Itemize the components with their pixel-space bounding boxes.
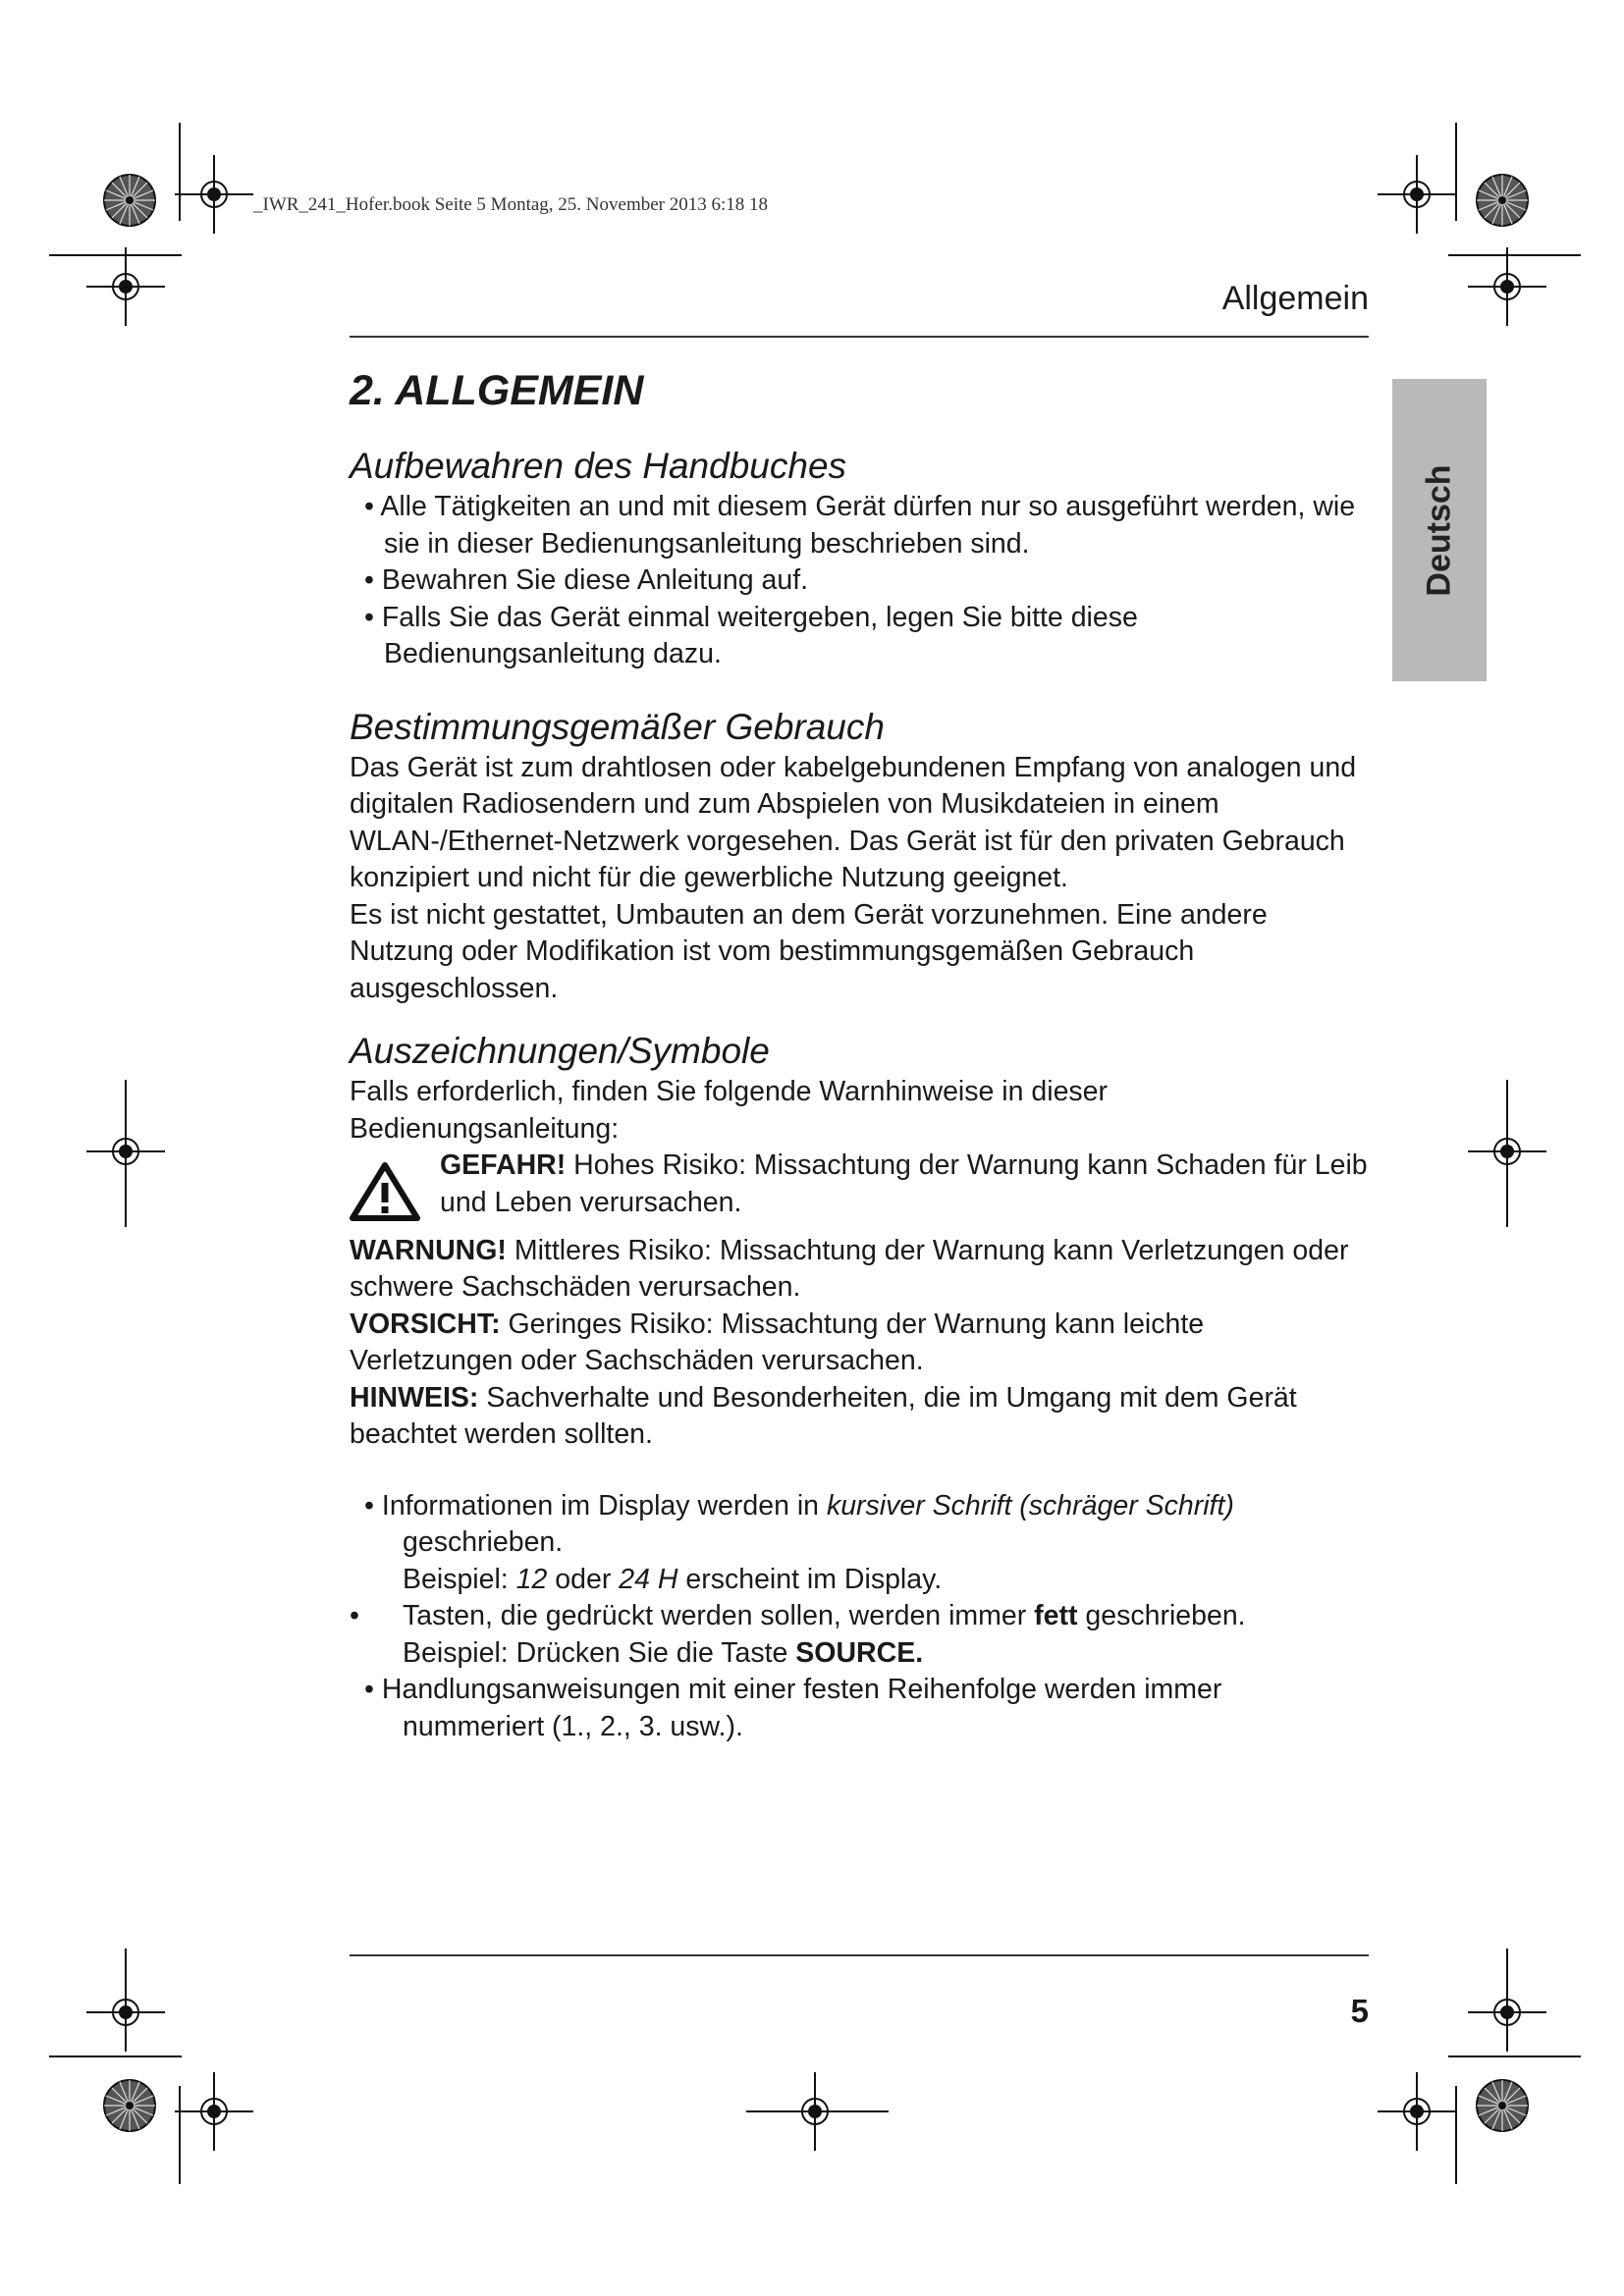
print-color-wheel-icon (104, 2080, 155, 2131)
warning-notice (350, 1233, 1371, 1307)
example-italic-text: 12 (515, 1563, 548, 1595)
list-item-continuation: nummeriert (1., 2., 3. usw.). (403, 1710, 743, 1742)
symbols-intro: Falls erforderlich, finden Sie folgende Warnhinweise in dieser Bedienungsanleitung: (350, 1076, 1109, 1145)
page-content (350, 363, 1371, 1745)
list-item: • Falls Sie das Gerät einmal weitergeben, legen Sie bitte diese Bedienungsanleitung dazu. (364, 601, 1138, 669)
page-number: 5 (1350, 1993, 1369, 2029)
example-italic-text: 24 H (619, 1563, 678, 1595)
list-item-example (350, 1562, 1371, 1599)
registration-mark-icon (1378, 155, 1456, 234)
language-tab-label: Deutsch (1420, 463, 1458, 597)
convention-text: • Informationen im Display werden in (364, 1489, 827, 1522)
note-description: Sachverhalte und Besonderheiten, die im Umgang mit dem Gerät beachtet werden sollten. (350, 1381, 1297, 1450)
print-color-wheel-icon (1477, 175, 1528, 226)
list-item (350, 1488, 1371, 1525)
convention-italic-text: kursiver Schrift (schräger Schrift) (826, 1489, 1234, 1522)
convention-text: Tasten, die gedrückt werden sollen, werden immer (403, 1600, 1035, 1631)
section-title-keep-manual: Aufbewahren des Handbuches (350, 446, 847, 486)
example-bold-text: SOURCE. (795, 1636, 924, 1669)
language-tab-label-wrap (1392, 379, 1487, 681)
note-notice (350, 1380, 1371, 1454)
example-text: oder (547, 1563, 620, 1595)
list-item-continuation: geschrieben. (403, 1526, 564, 1558)
registration-mark-icon (1468, 1973, 1546, 2052)
example-text: Beispiel: Drücken Sie die Taste (403, 1636, 796, 1669)
section-title-intended-use: Bestimmungsgemäßer Gebrauch (350, 706, 885, 747)
note-label: HINWEIS: (350, 1381, 479, 1414)
registration-mark-icon (86, 1112, 165, 1191)
example-text: Beispiel: (403, 1563, 516, 1595)
registration-mark-icon (175, 155, 253, 234)
registration-mark-icon (776, 2072, 854, 2151)
registration-mark-icon (1468, 1112, 1546, 1191)
list-item: • Alle Tätigkeiten an und mit diesem Gerät dürfen nur so ausgeführt werden, wie sie in dieser Bedienungsanleitung beschrieben sind. (364, 491, 1356, 560)
intended-use-paragraph: Es ist nicht gestattet, Umbauten an dem Gerät vorzunehmen. Eine andere Nutzung oder Modifikation ist vom bestimmungsgemäßen Gebrauch ausgeschlossen. (350, 898, 1268, 1004)
running-head: Allgemein (1221, 280, 1369, 317)
danger-text (428, 1148, 1371, 1221)
list-item: • Bewahren Sie diese Anleitung auf. (364, 564, 809, 596)
registration-mark-icon (1468, 247, 1546, 326)
registration-mark-icon (86, 247, 165, 326)
list-item-example (350, 1635, 1371, 1673)
header-rule (350, 336, 1369, 338)
file-header: _IWR_241_Hofer.book Seite 5 Montag, 25. November 2013 6:18 18 (253, 194, 769, 215)
chapter-title: 2. ALLGEMEIN (350, 367, 644, 414)
list-item: • Handlungsanweisungen mit einer festen Reihenfolge werden immer (364, 1674, 1222, 1705)
spacer (350, 1454, 1371, 1488)
registration-mark-icon (86, 1973, 165, 2052)
caution-label: VORSICHT: (350, 1308, 501, 1340)
danger-label: GEFAHR! (440, 1149, 567, 1181)
print-color-wheel-icon (1477, 2080, 1528, 2131)
registration-mark-icon (1378, 2072, 1456, 2151)
danger-description: Hohes Risiko: Missachtung der Warnung kann Schaden für Leib und Leben verursachen. (440, 1149, 1368, 1218)
footer-rule (350, 1954, 1369, 1956)
intended-use-paragraph: Das Gerät ist zum drahtlosen oder kabelgebundenen Empfang von analogen und digitalen Radiosendern und zum Abspielen von Musikdateien in einem WLAN-/Ethernet-Netzwerk vorgesehen. Das Gerät ist für den privaten Gebrauch konzipiert und nicht für die gewerbliche Nutzung geeignet. (350, 751, 1357, 893)
convention-bold-text: fett (1034, 1600, 1078, 1631)
section-title-symbols: Auszeichnungen/Symbole (350, 1031, 770, 1071)
convention-text: geschrieben. (1077, 1600, 1246, 1631)
warning-description: Mittleres Risiko: Missachtung der Warnung kann Verletzungen oder schwere Sachschäden verursachen. (350, 1234, 1349, 1303)
example-text: erscheint im Display. (677, 1563, 943, 1595)
list-item (350, 1598, 1371, 1635)
caution-description: Geringes Risiko: Missachtung der Warnung kann leichte Verletzungen oder Sachschäden verursachen. (350, 1308, 1205, 1376)
warning-triangle-icon (350, 1148, 428, 1233)
registration-mark-icon (104, 175, 155, 226)
registration-mark-icon (175, 2072, 253, 2151)
caution-notice (350, 1307, 1371, 1380)
danger-notice (350, 1148, 1371, 1233)
warning-label: WARNUNG! (350, 1234, 507, 1266)
bullet-dot: • (350, 1600, 359, 1631)
